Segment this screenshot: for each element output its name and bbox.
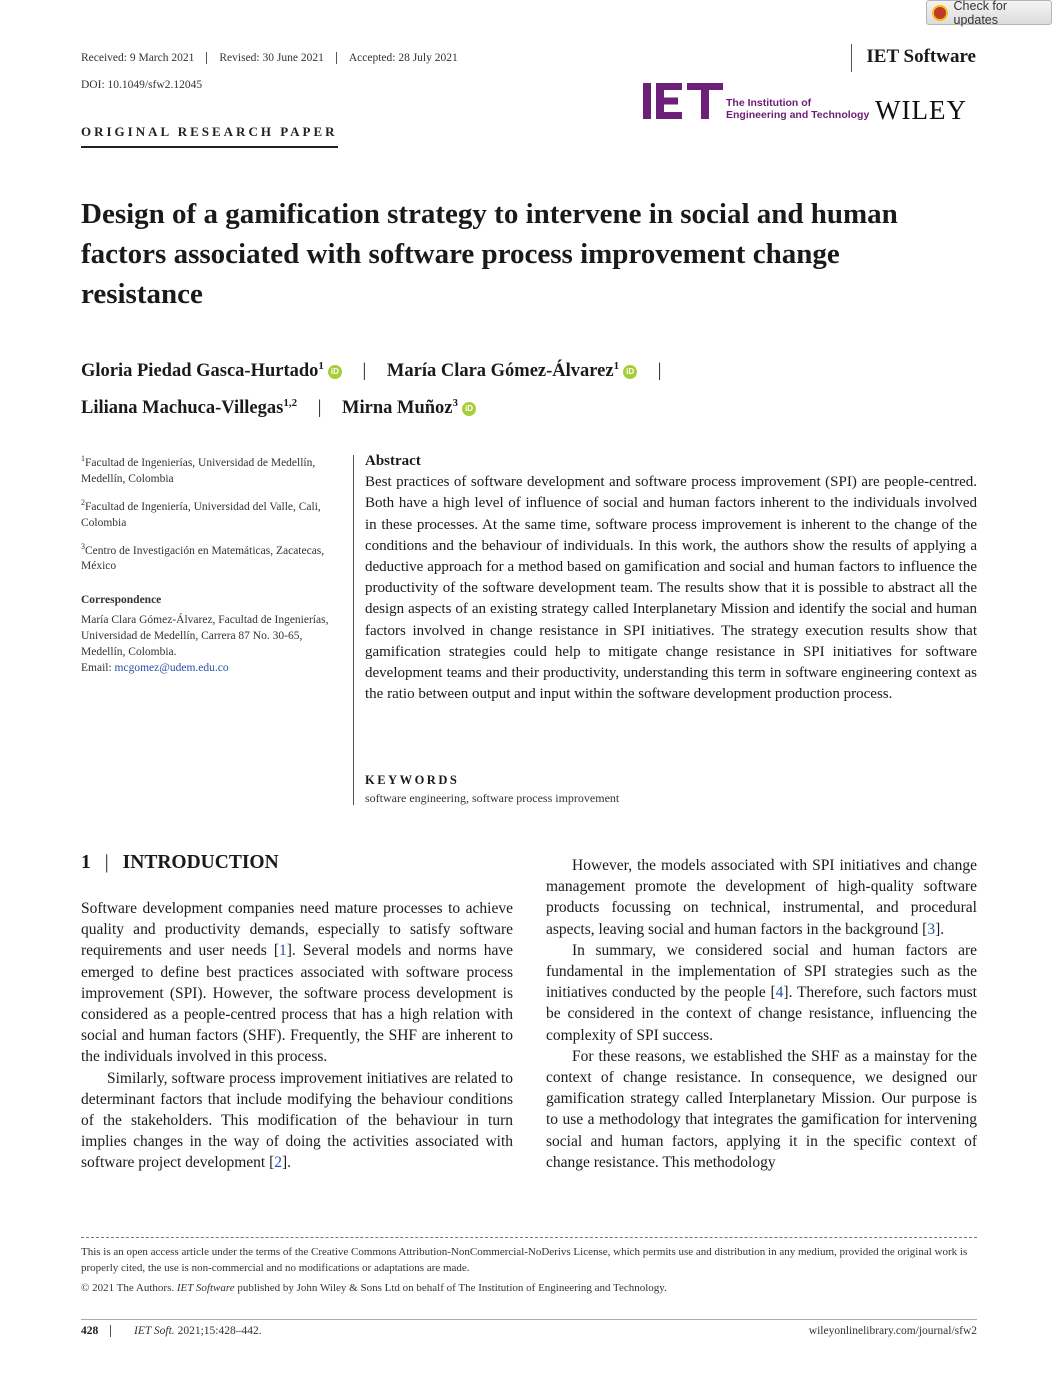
keywords-heading: KEYWORDS: [365, 773, 460, 787]
copyright-post: published by John Wiley & Sons Ltd on behalf of The Institution of Engineering and Technology.: [234, 1282, 667, 1294]
author-sup: 1: [318, 360, 324, 372]
abstract-text: Best practices of software development and software process improvement (SPI) are people-centred. Both have a high level of influence of social and human factors inherent to the individuals involved in these processes. At the same time, software process improvement is inherent to the change of the conditions and the behaviour of individuals. In this work, the authors show the results of applying a deductive approach for a method based on gamification and social and human factors to influence the productivity of the software development team. The results show that it is possible to abstract all the design aspects of an existing strategy called Interplanetary Mission and identify the social and human factors involved in change resistance in SPI initiatives. The strategy execution results show that gamification strategies could help to mitigate change resistance in SPI initiatives for software development teams and their productivity, understanding this term in software engineering context as the ratio between output and input within the software development production process.: [365, 474, 977, 703]
keywords-text: software engineering, software process improvement: [365, 791, 620, 805]
iet-line2: Engineering and Technology: [726, 109, 870, 121]
paragraph: However, the models associated with SPI initiatives and change management promote the development of high-quality software products focussing on technical, instrumental, and procedural aspects, leaving social and human factors in the background [3].: [546, 857, 977, 938]
copyright-journal: IET Software: [176, 1282, 235, 1294]
author-separator: |: [317, 398, 322, 419]
page-number: 428: [81, 1325, 111, 1337]
abstract: [365, 451, 977, 705]
correspondence-email: [81, 660, 341, 676]
citation: [134, 1325, 262, 1337]
author-separator: |: [657, 361, 662, 382]
email-link[interactable]: mcgomez@udem.edu.co: [114, 662, 229, 675]
iet-line1: The Institution of: [726, 97, 812, 109]
iet-logo-text: [726, 97, 869, 121]
affiliations: [81, 451, 341, 676]
author-separator: |: [362, 361, 367, 382]
footer-divider: [81, 1237, 977, 1238]
journal-name: IET Software: [851, 44, 976, 72]
check-for-updates-button[interactable]: [926, 0, 1052, 25]
revised-date: Revised: 30 June 2021: [207, 52, 336, 64]
body-column-left: [81, 898, 513, 1174]
orcid-icon[interactable]: iD: [623, 365, 637, 379]
author-sup: 1: [613, 360, 620, 372]
reference-link[interactable]: 2: [274, 1154, 282, 1172]
check-for-updates-label: Check for updates: [953, 0, 1008, 27]
license-note: This is an open access article under the terms of the Creative Commons Attribution-NonCommercial-NoDerivs License, which permits use and distribution in any medium, provided the original work is properly cited, the use is non-commercial and no modifications or adaptations are made.: [81, 1246, 968, 1274]
author-name[interactable]: Gloria Piedad Gasca-Hurtado: [81, 361, 319, 382]
correspondence-heading: Correspondence: [81, 594, 162, 607]
author-sup: 3: [452, 397, 459, 410]
orcid-icon[interactable]: iD: [462, 402, 476, 416]
author-name[interactable]: Liliana Machuca-Villegas: [81, 398, 284, 419]
paper-type: ORIGINAL RESEARCH PAPER: [81, 124, 338, 148]
body-column-right: [546, 855, 977, 1173]
wiley-logo: WILEY: [875, 95, 967, 125]
footer-rule: [81, 1319, 977, 1320]
affil-text: Facultad de Ingeniería, Universidad del Valle, Cali, Colombia: [81, 500, 321, 529]
affil-sup: 2: [81, 497, 85, 507]
crossmark-icon: [932, 5, 948, 21]
affiliation-2: [81, 495, 341, 531]
affil-text: Centro de Investigación en Matemáticas, Zacatecas, México: [81, 544, 325, 573]
copyright-note: [81, 1282, 977, 1294]
abstract-heading: Abstract: [365, 453, 421, 469]
publication-dates: [81, 52, 470, 64]
received-date: Received: 9 March 2021: [81, 52, 207, 64]
copyright-pre: © 2021 The Authors.: [81, 1282, 177, 1294]
paragraph: Similarly, software process improvement initiatives are related to determinant factors that include modifying the behaviour conditions of the stakeholders. This modification of the behaviour in turn implies changes in the way of doing the activities associated with software project development [2].: [81, 1069, 513, 1172]
section-heading: [81, 852, 279, 874]
reference-link[interactable]: 3: [927, 920, 936, 938]
section-number: 1: [81, 852, 91, 873]
doi[interactable]: DOI: 10.1049/sfw2.12045: [81, 79, 203, 91]
section-title: INTRODUCTION: [122, 852, 279, 873]
affiliation-3: [81, 539, 341, 575]
abstract-divider: [353, 455, 354, 805]
paragraph: In summary, we considered social and human factors are fundamental in the implementation of SPI strategies such as the initiatives conducted by the people [4]. Therefore, such factors must be considered in the context of change resistance, influencing the complexity of SPI success.: [546, 941, 977, 1044]
accepted-date: Accepted: 28 July 2021: [348, 52, 458, 64]
paper-title: Design of a gamification strategy to intervene in social and human factors associated with software process improvement change resistance: [81, 198, 898, 310]
iet-logo-icon: [643, 83, 723, 119]
cite-rest: 2021;15:428–442.: [174, 1325, 262, 1337]
affil-text: Facultad de Ingenierías, Universidad de Medellín, Medellín, Colombia: [81, 456, 316, 485]
journal-url[interactable]: wileyonlinelibrary.com/journal/sfw2: [808, 1325, 977, 1337]
author-sup: 1,2: [283, 397, 298, 410]
author-name[interactable]: Mirna Muñoz: [342, 398, 453, 419]
paragraph: Software development companies need mature processes to achieve quality and productivity demands, especially to satisfy software requirements and user needs [1]. Several models and norms have emerged to define best practices associated with software process improvement (SPI). However, the software process development is considered as a people-centred process that has a high relation with social and human factors (SHF). Frequently, the SHF are inherent to the individuals involved in this process.: [81, 900, 513, 1066]
correspondence-text: María Clara Gómez-Álvarez, Facultad de Ingenierías, Universidad de Medellín, Carrera 87 No. 30-65, Medellín, Colombia.: [81, 614, 329, 659]
affiliation-1: [81, 451, 341, 487]
reference-link[interactable]: 1: [279, 942, 287, 960]
author-name[interactable]: María Clara Gómez-Álvarez: [386, 361, 614, 382]
section-bar: |: [104, 852, 109, 873]
paragraph: For these reasons, we established the SHF as a mainstay for the context of change resistance. In consequence, we designed our gamification strategy called Interplanetary Mission. Our purpose is to use a methodology that integrates the gamification for intervening social and human factors, applying it in the specific context of change resistance. This methodology: [546, 1047, 977, 1171]
reference-link[interactable]: 4: [775, 984, 784, 1002]
orcid-icon[interactable]: iD: [328, 365, 342, 379]
affil-sup: 3: [81, 541, 85, 551]
cite-journal: IET Soft.: [134, 1325, 175, 1337]
email-label: Email:: [81, 662, 115, 675]
affil-sup: 1: [81, 454, 85, 463]
author-list: [81, 350, 981, 424]
